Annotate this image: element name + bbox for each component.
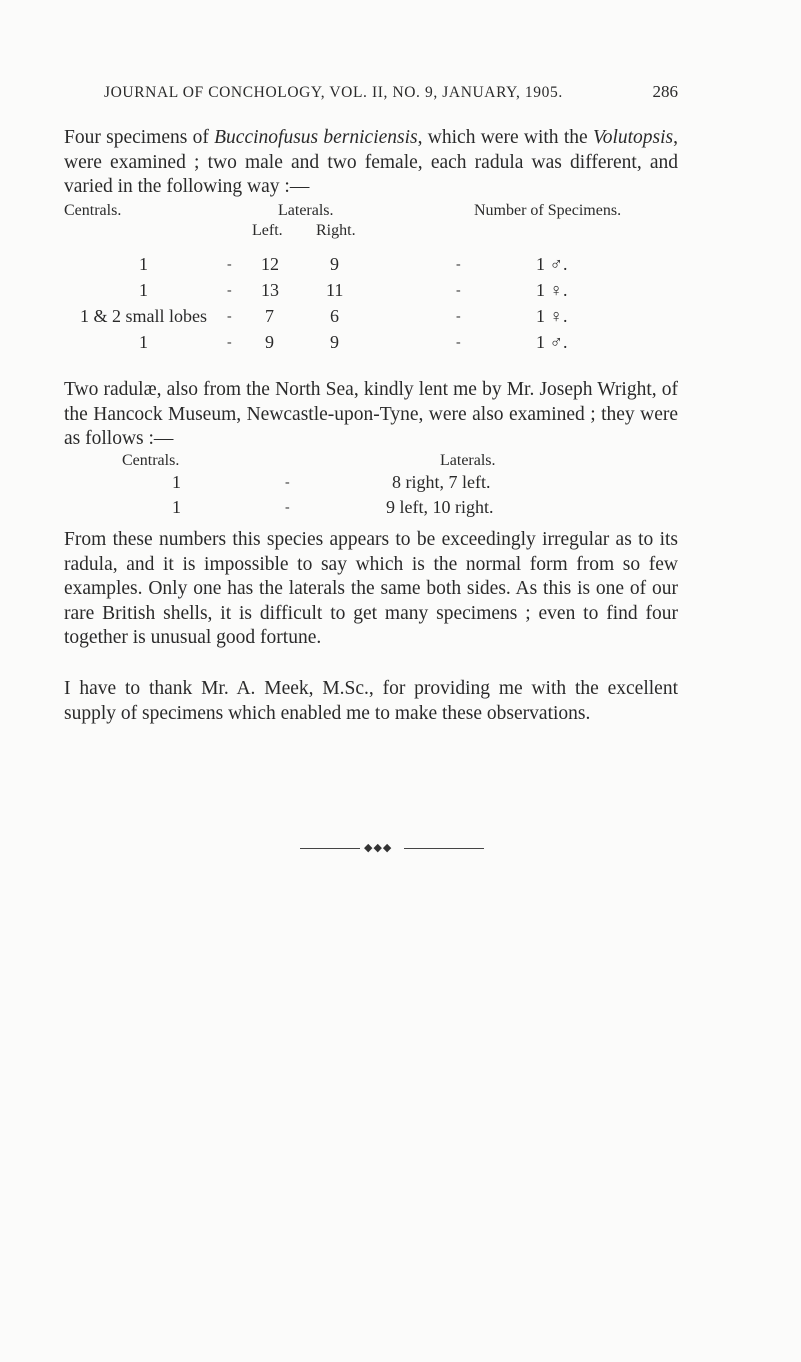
table-row-3-dash-2: -: [456, 309, 461, 324]
intro-mid: , which were with the: [417, 127, 593, 148]
table-row-2-dash: -: [227, 283, 232, 298]
paragraph-second-sample: Two radulæ, also from the North Sea, kindly lent me by Mr. Joseph Wright, of the Hancock Museum, Newcastle-upon-Tyne, were also examined ; they were as follows :—: [64, 379, 678, 449]
paragraph-acknowledgement: I have to thank Mr. A. Meek, M.Sc., for providing me with the excellent supply of specimens which enabled me to make these observations.: [64, 678, 678, 724]
table-row-2-left: 13: [261, 280, 279, 300]
table-row-2-number: 1 ♀.: [536, 280, 568, 300]
species-name: Buccinofusus berniciensis: [214, 127, 418, 148]
table2-row-1-centrals: 1: [172, 472, 181, 492]
page-number: 286: [652, 82, 678, 101]
table2-row-1-dash: -: [285, 475, 290, 490]
col-header-right: Right.: [316, 222, 356, 239]
table2-header-laterals: Laterals.: [440, 452, 496, 469]
table-row-4-centrals: 1: [139, 332, 148, 352]
table2-row-1-laterals: 8 right, 7 left.: [392, 472, 491, 492]
table-row-1-left: 12: [261, 254, 279, 274]
table-row-3-centrals: 1 & 2 small lobes: [80, 306, 207, 326]
table-row-4-dash-2: -: [456, 335, 461, 350]
table2-row-2-laterals: 9 left, 10 right.: [386, 497, 494, 517]
ornament-diamonds: ◆◆◆: [364, 842, 393, 854]
col-header-number: Number of Specimens.: [474, 202, 622, 219]
table-row-1-right: 9: [330, 254, 339, 274]
col-header-laterals: Laterals.: [278, 202, 334, 219]
table-row-2-centrals: 1: [139, 280, 148, 300]
ornament-rule-right: [404, 848, 484, 849]
table-row-1-centrals: 1: [139, 254, 148, 274]
running-title: JOURNAL OF CONCHOLOGY, VOL. II, NO. 9, JANUARY, 1905.: [104, 84, 563, 101]
genus-name: Volutopsis: [592, 127, 674, 148]
col-header-left: Left.: [252, 222, 283, 239]
table-row-3-dash: -: [227, 309, 232, 324]
table-row-3-left: 7: [265, 306, 274, 326]
table-row-4-number: 1 ♂.: [536, 332, 568, 352]
table2-row-2-centrals: 1: [172, 497, 181, 517]
col-header-centrals: Centrals.: [64, 202, 122, 219]
table-row-2-dash-2: -: [456, 283, 461, 298]
table-row-4-right: 9: [330, 332, 339, 352]
table-row-3-right: 6: [330, 306, 339, 326]
table-row-1-dash: -: [227, 257, 232, 272]
intro-post: , were examined ; two male and two female, each radula was different, and varied in the following way :—: [64, 127, 678, 197]
paragraph-intro: [64, 126, 678, 200]
paragraph-conclusion: From these numbers this species appears to be exceedingly irregular as to its radula, and it is impossible to say which is the normal form from so few examples. Only one has the laterals the same both sides. As this is one of our rare British shells, it is difficult to get many specimens ; even to find four together is unusual good fortune.: [64, 529, 678, 648]
intro-pre: Four specimens of: [64, 127, 215, 148]
running-header: [104, 84, 678, 102]
ornament-rule-left: [300, 848, 360, 849]
table-row-1-number: 1 ♂.: [536, 254, 568, 274]
table2-header-centrals: Centrals.: [122, 452, 180, 469]
table-row-1-dash-2: -: [456, 257, 461, 272]
table-row-3-number: 1 ♀.: [536, 306, 568, 326]
table-row-2-right: 11: [326, 280, 344, 300]
table2-row-2-dash: -: [285, 500, 290, 515]
table-row-4-left: 9: [265, 332, 274, 352]
table-row-4-dash: -: [227, 335, 232, 350]
